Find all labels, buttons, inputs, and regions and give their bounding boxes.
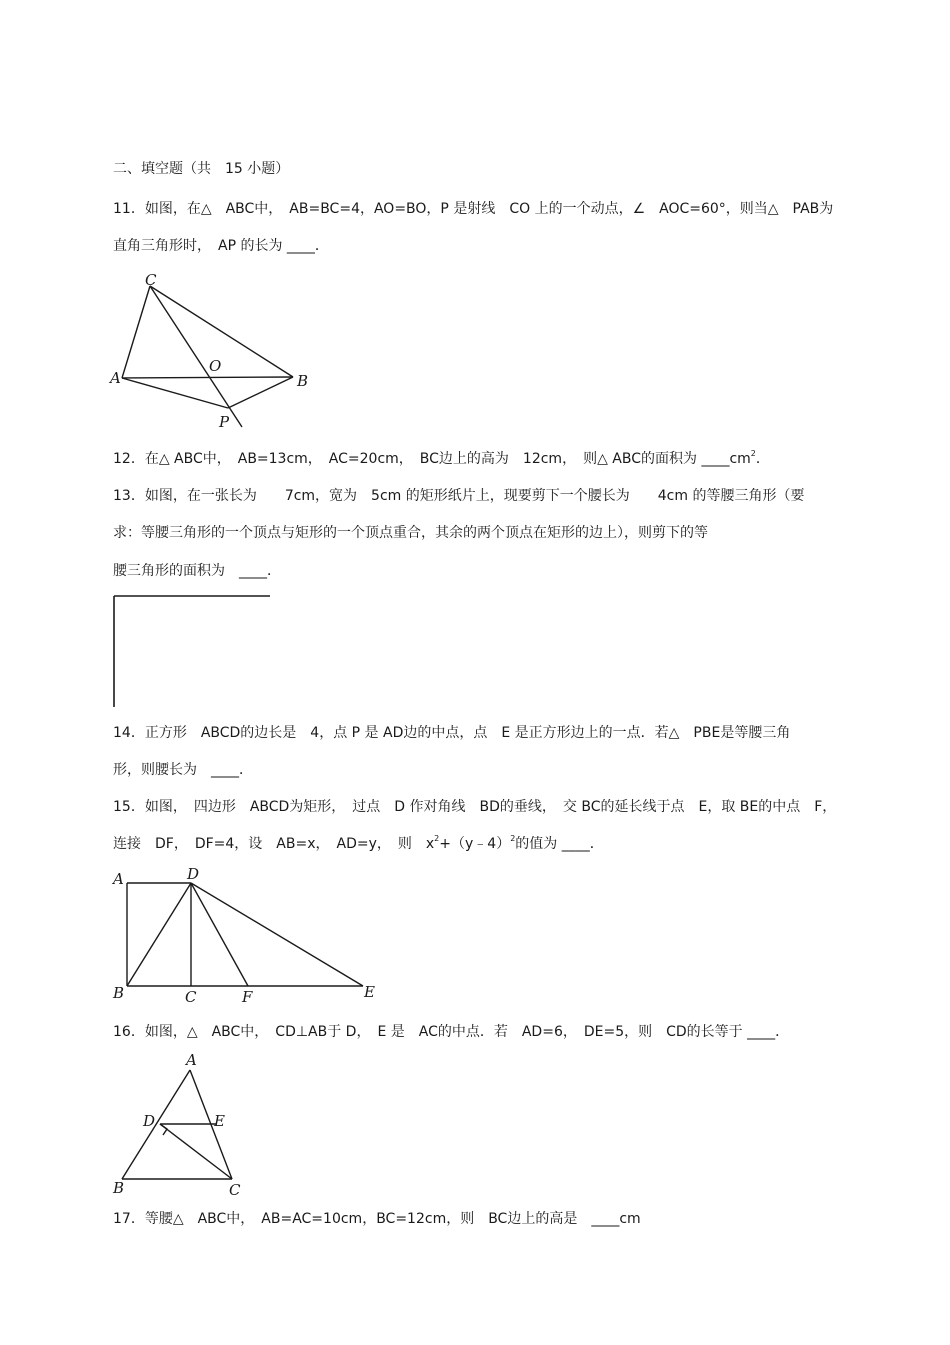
question-17-line-1: 17．等腰△ ABC中， AB=AC=10cm，BC=12cm，则 BC边上的高是 ____cm: [113, 1211, 641, 1227]
figure-11: [105, 270, 320, 435]
question-15-exponent-1: 2: [434, 834, 440, 843]
fig16-label-d: D: [143, 1112, 156, 1130]
question-11-line-1: 11．如图，在△ ABC中， AB=BC=4，AO=BO，P 是射线 CO 上的一个动点，∠ AOC=60°，则当△ PAB为: [113, 201, 834, 217]
fig15-label-f: F: [242, 988, 253, 1006]
question-11-line-2: 直角三角形时， AP 的长为 ____．: [113, 238, 329, 254]
fig15-label-d: D: [187, 865, 200, 883]
fig11-label-o: O: [209, 357, 222, 375]
figure-13-rectangle: [110, 592, 275, 710]
fig15-label-a: A: [113, 870, 124, 888]
question-15-exponent-2: 2: [510, 834, 516, 843]
question-16-line-1: 16．如图，△ ABC中， CD⊥AB于 D， E 是 AC的中点．若 AD=6， DE=5，则 CD的长等于 ____．: [113, 1024, 790, 1040]
fig16-label-b: B: [113, 1179, 125, 1197]
fig15-label-e: E: [364, 983, 375, 1001]
figure-16: [105, 1050, 255, 1198]
fig11-label-p: P: [219, 413, 230, 431]
question-15-line-2: [113, 835, 604, 853]
figure-15: [105, 862, 385, 1007]
question-13-line-2: 求：等腰三角形的一个顶点与矩形的一个顶点重合，其余的两个顶点在矩形的边上），则剪下的等: [113, 525, 708, 541]
fig15-label-b: B: [113, 984, 125, 1002]
section-title: 二、填空题（共 15 小题）: [113, 161, 290, 177]
question-12-unit-exponent: 2: [750, 449, 756, 458]
fig16-label-a: A: [186, 1051, 197, 1069]
question-15-text-c: 的值为 ____．: [515, 836, 604, 852]
fig11-label-a: A: [110, 369, 121, 387]
question-12-tail: ．: [755, 451, 770, 467]
question-15-text-a: 连接 DF， DF=4，设 AB=x， AD=y， 则 x: [113, 836, 435, 852]
question-15-line-1: 15．如图， 四边形 ABCD为矩形， 过点 D 作对角线 BD的垂线， 交 BC的延长线于点 E，取 BE的中点 F，: [113, 799, 837, 815]
fig15-label-c: C: [185, 988, 197, 1006]
question-14-line-1: 14．正方形 ABCD的边长是 4，点 P 是 AD边的中点，点 E 是正方形边上的一点．若△ PBE是等腰三角: [113, 725, 791, 741]
question-15-text-b: +（y﹣4）: [439, 836, 511, 852]
fig11-label-b: B: [297, 372, 309, 390]
question-13-line-1: 13．如图，在一张长为 7cm，宽为 5cm 的矩形纸片上，现要剪下一个腰长为 4cm 的等腰三角形（要: [113, 488, 805, 504]
fig16-label-c: C: [229, 1181, 241, 1198]
fig16-label-e: E: [214, 1112, 225, 1130]
fig11-label-c: C: [145, 271, 157, 289]
question-12-line-1: [113, 450, 770, 468]
question-13-line-3: 腰三角形的面积为 ____．: [113, 563, 281, 579]
question-14-line-2: 形，则腰长为 ____．: [113, 762, 253, 778]
question-12-text: 12．在△ ABC中， AB=13cm， AC=20cm， BC边上的高为 12cm， 则△ ABC的面积为 ____cm: [113, 451, 751, 467]
